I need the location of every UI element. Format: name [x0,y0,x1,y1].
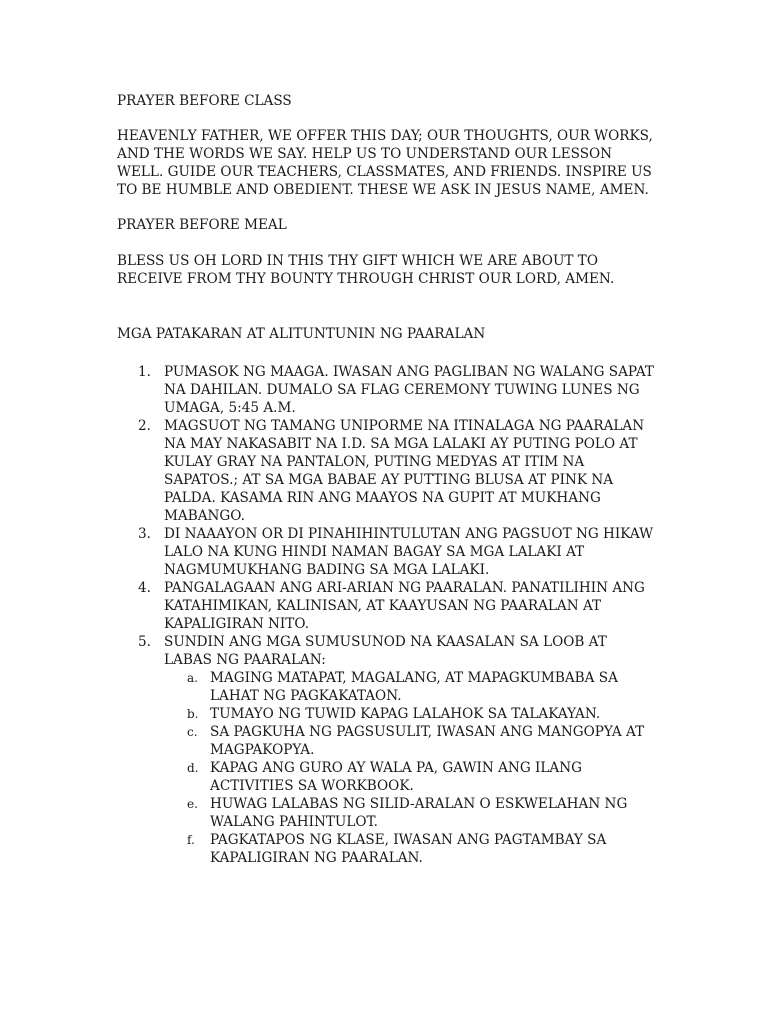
sub-item-text: SA PAGKUHA NG PAGSUSULIT, IWASAN ANG MANGOPYA AT MAGPAKOPYA. [210,724,645,758]
rules-title: MGA PATAKARAN AT ALITUNTUNIN NG PAARALAN [117,326,486,342]
sub-list [164,669,657,867]
document-page [117,92,657,867]
sub-list-item [164,705,657,723]
list-item [117,633,657,867]
sub-list-item [164,723,657,759]
sub-list-item [164,831,657,867]
list-item-text: PANGALAGAAN ANG ARI-ARIAN NG PAARALAN. PANATILIHIN ANG KATAHIMIKAN, KALINISAN, AT KAAYUSAN NG PAARALAN AT KAPALIGIRAN NITO. [164,580,645,632]
prayer-before-meal-text: BLESS US OH LORD IN THIS THY GIFT WHICH WE ARE ABOUT TO RECEIVE FROM THY BOUNTY THROUGH CHRIST OUR LORD, AMEN. [117,253,615,287]
sub-item-letter: c. [187,725,198,739]
list-item-text: MAGSUOT NG TAMANG UNIPORME NA ITINALAGA NG PAARALAN NA MAY NAKASABIT NA I.D. SA MGA LALAKI AY PUTING POLO AT KULAY GRAY NA PANTALON, PUTING MEDYAS AT ITIM NA SAPATOS.; AT SA MGA BABAE AY PUTTING BLUSA AT PINK NA PALDA. KASAMA RIN ANG MAAYOS NA GUPIT AT MUKHANG MABANGO. [164,418,645,524]
sub-item-text: PAGKATAPOS NG KLASE, IWASAN ANG PAGTAMBAY SA KAPALIGIRAN NG PAARALAN. [210,832,607,866]
sub-item-letter: e. [187,797,198,811]
list-item [117,525,657,579]
sub-item-letter: d. [187,761,199,775]
list-item [117,363,657,417]
sub-list-item [164,795,657,831]
list-item-number: 4. [138,580,151,596]
sub-item-letter: f. [187,833,195,847]
sub-item-text: HUWAG LALABAS NG SILID-ARALAN O ESKWELAHAN NG WALANG PAHINTULOT. [210,796,628,830]
sub-list-item [164,669,657,705]
prayer-before-meal-title: PRAYER BEFORE MEAL [117,217,287,233]
sub-item-text: TUMAYO NG TUWID KAPAG LALAHOK SA TALAKAYAN. [210,706,601,722]
list-item-number: 2. [138,418,151,434]
list-item-number: 5. [138,634,151,650]
list-item [117,417,657,525]
list-item-text: DI NAAAYON OR DI PINAHIHINTULUTAN ANG PAGSUOT NG HIKAW LALO NA KUNG HINDI NAMAN BAGAY SA MGA LALAKI AT NAGMUMUKHANG BADING SA MGA LALAKI. [164,526,654,578]
sub-item-text: MAGING MATAPAT, MAGALANG, AT MAPAGKUMBABA SA LAHAT NG PAGKAKATAON. [210,670,618,704]
sub-item-letter: b. [187,707,199,721]
list-item-text: PUMASOK NG MAAGA. IWASAN ANG PAGLIBAN NG WALANG SAPAT NA DAHILAN. DUMALO SA FLAG CEREMONY TUWING LUNES NG UMAGA, 5:45 A.M. [164,364,654,416]
list-item-number: 3. [138,526,151,542]
list-item-number: 1. [138,364,151,380]
prayer-before-class-title: PRAYER BEFORE CLASS [117,93,292,109]
list-item [117,579,657,633]
sub-item-letter: a. [187,671,198,685]
sub-item-text: KAPAG ANG GURO AY WALA PA, GAWIN ANG ILANG ACTIVITIES SA WORKBOOK. [210,760,582,794]
sub-list-item [164,759,657,795]
rules-list [117,363,657,867]
list-item-text: SUNDIN ANG MGA SUMUSUNOD NA KAASALAN SA LOOB AT LABAS NG PAARALAN: [164,634,607,668]
prayer-before-class-text: HEAVENLY FATHER, WE OFFER THIS DAY; OUR THOUGHTS, OUR WORKS, AND THE WORDS WE SAY. HELP US TO UNDERSTAND OUR LESSON WELL. GUIDE OUR TEACHERS, CLASSMATES, AND FRIENDS. INSPIRE US TO BE HUMBLE AND OBEDIENT. THESE WE ASK IN JESUS NAME, AMEN. [117,128,653,198]
